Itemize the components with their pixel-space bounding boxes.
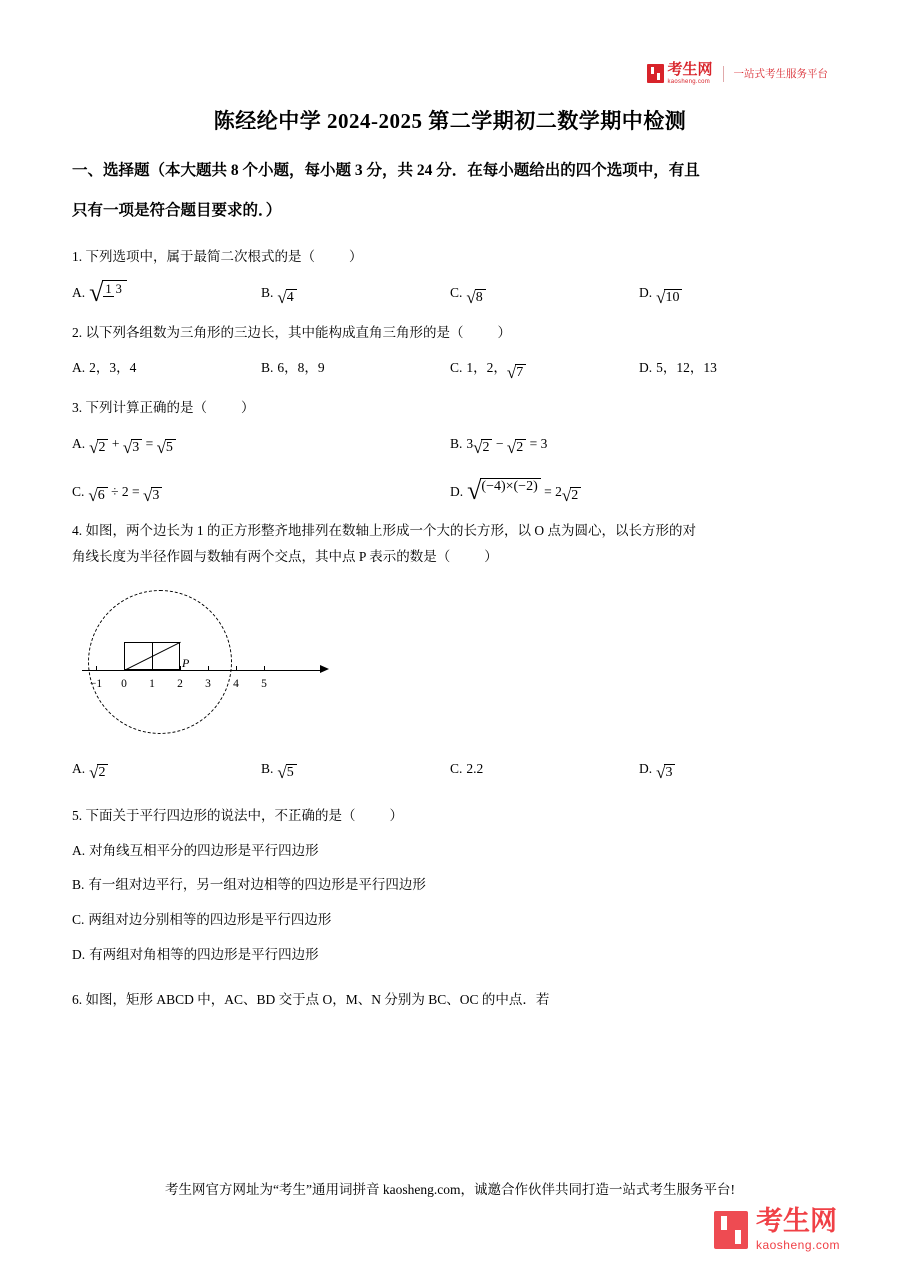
logo-title: 考生网	[667, 61, 713, 78]
option-4-C-label: C.	[450, 760, 463, 776]
question-2-options	[72, 355, 828, 381]
option-5-C	[72, 907, 828, 933]
sqrt-radicand: 5	[286, 764, 297, 781]
option-3-D-label: D.	[450, 483, 464, 499]
question-3-number: 3.	[72, 399, 83, 415]
logo-divider	[723, 66, 724, 82]
option-1-A-label: A.	[72, 285, 86, 301]
option-3-C-label: C.	[72, 483, 85, 499]
question-3	[72, 395, 828, 504]
question-1	[72, 244, 828, 306]
option-5-A-text: 对角线互相平分的四边形是平行四边形	[89, 842, 319, 858]
sqrt-expression: √ 7	[507, 364, 526, 381]
question-6-number: 6.	[72, 992, 83, 1008]
option-1-C	[450, 280, 639, 306]
option-2-D	[639, 355, 828, 381]
axis-tick	[208, 666, 209, 671]
option-5-A-label: A.	[72, 842, 86, 858]
question-4-text-line1: 如图，两个边长为 1 的正方形整齐地排列在数轴上形成一个大的长方形，以 O 点为圆心，以长方形的对	[85, 523, 696, 539]
math-expression-a: √ 2	[89, 439, 108, 456]
axis-arrowhead	[320, 665, 329, 673]
option-4-B	[261, 756, 450, 782]
option-4-A-label: A.	[72, 760, 86, 776]
logo-subtitle: kaosheng.com	[667, 79, 711, 85]
section-heading-line1: 一、选择题（本大题共 8 个小题，每小题 3 分，共 24 分．在每小题给出的四个选项中，有且	[72, 162, 700, 179]
question-2-number: 2.	[72, 324, 83, 340]
sqrt-radicand: 8	[475, 289, 486, 306]
math-expression-b2: √ 2	[507, 439, 526, 456]
sqrt-expression: √ 8	[466, 289, 485, 306]
question-6-text: 如图，矩形 ABCD 中，AC、BD 交于点 O，M、N 分别为 BC、OC 的中点．若	[85, 992, 550, 1008]
question-5-text-post: 的是（	[315, 808, 356, 824]
option-2-D-text: 5，12，13	[656, 360, 717, 376]
question-1-text: 下列选项中，属于最简二次根式的是（	[85, 249, 315, 265]
math-expression-d: √ (−4)×(−2)	[467, 478, 541, 504]
math-expression-a3: √ 5	[157, 439, 176, 456]
footer-note: 考生网官方网址为“考生”通用词拼音 kaosheng.com，诚邀合作伙伴共同打造一站式考生服务平台!	[165, 1182, 735, 1197]
axis-label: 2	[177, 677, 183, 690]
question-5-options	[72, 838, 828, 968]
option-2-A-text: 2，3，4	[89, 360, 137, 376]
page-title: 陈经纶中学 2024-2025 第二学期初二数学期中检测	[213, 109, 687, 133]
option-2-B-text: 6，8，9	[277, 360, 325, 376]
question-1-options	[72, 277, 828, 307]
question-3-tail: ）	[241, 399, 255, 415]
option-4-A	[72, 756, 261, 782]
sqrt-expression: √ 5	[277, 764, 296, 781]
option-5-B-text: 有一组对边平行，另一组对边相等的四边形是平行四边形	[88, 877, 426, 893]
axis-label: −1	[89, 677, 103, 690]
question-4-options	[72, 756, 828, 782]
question-4-figure	[72, 576, 828, 756]
question-5-number: 5.	[72, 808, 83, 824]
question-2-text: 以下列各组数为三角形的三边长，其中能构成直角三角形的是（	[85, 324, 464, 340]
math-expression-b: √ 2	[473, 439, 492, 456]
axis-tick	[180, 666, 181, 671]
option-1-C-label: C.	[450, 285, 463, 301]
math-expression-d2: √ 2	[562, 487, 581, 504]
option-5-C-label: C.	[72, 912, 85, 928]
question-5-stem	[72, 803, 828, 829]
axis-label: 0	[121, 677, 127, 690]
point-p-label: P	[182, 655, 190, 670]
option-5-A	[72, 838, 828, 864]
option-5-D	[72, 942, 828, 968]
question-2-tail: ）	[497, 324, 511, 340]
question-4-number: 4.	[72, 523, 83, 539]
option-5-D-label: D.	[72, 946, 86, 962]
axis-tick	[264, 666, 265, 671]
option-4-C	[450, 756, 639, 782]
question-4-text-line2: 角线长度为半径作圆与数轴有两个交点，其中点 P 表示的数是（	[72, 548, 451, 564]
option-4-B-label: B.	[261, 760, 274, 776]
option-1-D-label: D.	[639, 285, 653, 301]
logo-h-mark	[647, 64, 664, 83]
section-heading-line2: 只有一项是符合题目要求的．）	[72, 201, 282, 219]
math-expression-c: √ 6	[88, 487, 107, 504]
sqrt-radicand: 7	[515, 364, 526, 381]
sqrt-expression: √ 2	[89, 764, 108, 781]
option-3-A: A. √ 2 + √ 3 = √ 5	[72, 431, 450, 457]
watermark-h-icon	[714, 1211, 748, 1249]
question-3-text: 下列计算正确的是（	[85, 399, 207, 415]
math-expression-a2: √ 3	[123, 439, 142, 456]
figure-canvas	[82, 576, 362, 751]
option-3-D: D. √ (−4)×(−2) = 2 √ 2	[450, 478, 828, 504]
option-2-C-label: C.	[450, 360, 463, 376]
axis-label: 5	[261, 677, 267, 690]
question-5-tail: ）	[389, 808, 403, 824]
option-5-B	[72, 872, 828, 898]
option-1-D	[639, 280, 828, 306]
logo-tagline: 一站式考生服务平台	[733, 68, 828, 80]
question-4-stem	[72, 518, 828, 544]
fraction-denominator: 3	[115, 281, 122, 296]
logo-icon	[647, 62, 712, 85]
option-2-D-label: D.	[639, 360, 653, 376]
sqrt-radicand: 10	[664, 289, 682, 306]
axis-tick	[236, 666, 237, 671]
option-1-A	[72, 277, 261, 307]
fraction-numerator: 1	[105, 281, 112, 296]
option-2-C	[450, 355, 639, 381]
question-1-tail: ）	[349, 249, 363, 265]
question-5-text-pre: 下面关于平行四边形的说法中，	[85, 808, 275, 824]
question-4	[72, 518, 828, 781]
sqrt-expression: √ 3	[656, 764, 675, 781]
sqrt-expression: √ 4	[277, 289, 296, 306]
question-5-emphasis: ‥ 不正确	[275, 808, 316, 823]
number-line-axis	[82, 670, 322, 671]
option-3-B: B. 3 √ 2 − √ 2 = 3	[450, 431, 828, 457]
section-heading	[72, 151, 828, 230]
option-5-C-text: 两组对边分别相等的四边形是平行四边形	[88, 912, 332, 928]
option-3-C: C. √ 6 ÷ 2 = √ 3	[72, 478, 450, 504]
option-2-A-label: A.	[72, 360, 86, 376]
option-2-C-text: 1，2，	[466, 360, 507, 376]
sqrt-fraction: √ 1 3	[89, 280, 127, 306]
question-3-options-row1	[72, 431, 828, 457]
option-4-D	[639, 756, 828, 782]
question-1-number: 1.	[72, 249, 83, 265]
question-4-stem-line2	[72, 544, 828, 570]
axis-label: 4	[233, 677, 239, 690]
option-3-A-label: A.	[72, 435, 86, 451]
question-4-tail: ）	[484, 548, 498, 564]
axis-label: 1	[149, 677, 155, 690]
option-1-B	[261, 280, 450, 306]
question-1-stem	[72, 244, 828, 270]
question-5	[72, 803, 828, 967]
sqrt-expression: √ 10	[656, 289, 682, 306]
axis-label: 3	[205, 677, 211, 690]
option-1-B-label: B.	[261, 285, 274, 301]
question-2-stem	[72, 320, 828, 346]
watermark-logo	[714, 1208, 840, 1251]
option-3-B-label: B.	[450, 435, 463, 451]
sqrt-radicand: 3	[664, 764, 675, 781]
option-4-C-text: 2.2	[466, 760, 484, 776]
site-logo	[647, 62, 828, 85]
option-2-A	[72, 355, 261, 381]
sqrt-radicand: 2	[97, 764, 108, 781]
option-2-B	[261, 355, 450, 381]
sqrt-radicand: 4	[286, 289, 297, 306]
watermark-title: 考生网	[755, 1206, 837, 1236]
watermark-subtitle: kaosheng.com	[755, 1238, 840, 1252]
axis-tick	[96, 666, 97, 671]
question-2	[72, 320, 828, 381]
question-6	[72, 987, 828, 1013]
math-expression-c2: √ 3	[143, 487, 162, 504]
option-2-B-label: B.	[261, 360, 274, 376]
question-3-options-row2	[72, 478, 828, 504]
question-6-stem	[72, 987, 828, 1013]
option-5-D-text: 有两组对角相等的四边形是平行四边形	[89, 946, 319, 962]
question-3-stem	[72, 395, 828, 421]
option-4-D-label: D.	[639, 760, 653, 776]
option-5-B-label: B.	[72, 877, 85, 893]
